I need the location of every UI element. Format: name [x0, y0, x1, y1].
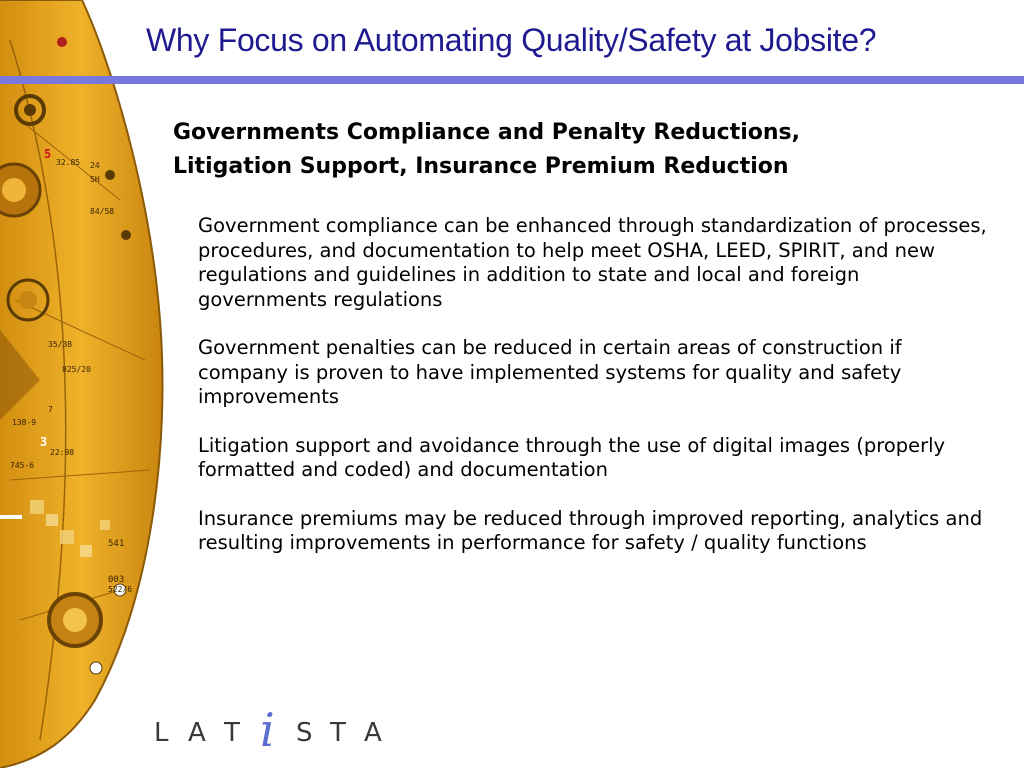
logo-letter-a: A [188, 718, 206, 748]
leaf-number-7: 825/20 [62, 365, 91, 374]
logo-letter-a2: A [364, 718, 382, 748]
logo-letter-t2: T [330, 718, 346, 748]
latista-logo [150, 696, 400, 756]
leaf-number-2: 32.85 [56, 158, 81, 167]
leaf-number-14: 003 [108, 575, 125, 585]
section-heading [173, 116, 973, 184]
leaf-number-8: 138-9 [12, 418, 37, 427]
leaf-decoration [0, 0, 200, 768]
logo-letter-s: S [296, 718, 313, 748]
section-heading-line-1: Governments Compliance and Penalty Reductions, [173, 120, 800, 145]
logo-letter-l: L [154, 718, 169, 748]
leaf-number-10: 745-6 [10, 461, 35, 470]
bullet-litigation-support: Litigation support and avoidance through the use of digital images (properly formatted and coded) and documentation [198, 433, 946, 481]
title-underline [0, 76, 1024, 84]
leaf-number-9: 7 [48, 405, 53, 414]
leaf-number-1: 5 [44, 147, 52, 161]
leaf-number-4: SH [90, 175, 100, 184]
bullet-list [198, 214, 988, 556]
logo-letter-t: T [224, 718, 240, 748]
leaf-number-15: 522/6 [108, 585, 133, 594]
leaf-number-5: 84/58 [90, 207, 115, 216]
bullet-government-compliance: Government compliance can be enhanced through standardization of processes, procedures, and documentation to help meet OSHA, LEED, SPIRIT, and new regulations and guidelines in addition to state and local and foreign governments regulations [198, 214, 987, 311]
leaf-number-11: 3 [40, 435, 48, 449]
leaf-number-3: 24 [90, 161, 100, 170]
bullet-insurance-premiums: Insurance premiums may be reduced through improved reporting, analytics and resulting improvements in performance for safety / quality functions [198, 506, 983, 554]
section-heading-line-2: Litigation Support, Insurance Premium Reduction [173, 154, 789, 179]
bullet-government-penalties: Government penalties can be reduced in certain areas of construction if company is proven to have implemented systems for quality and safety improvements [198, 336, 902, 408]
logo-letter-i: i [260, 703, 275, 756]
slide-title: Why Focus on Automating Quality/Safety at Jobsite? [146, 22, 877, 58]
leaf-number-6: 35/38 [48, 340, 73, 349]
leaf-number-13: 541 [108, 539, 125, 549]
leaf-number-12: 22:98 [50, 448, 75, 457]
